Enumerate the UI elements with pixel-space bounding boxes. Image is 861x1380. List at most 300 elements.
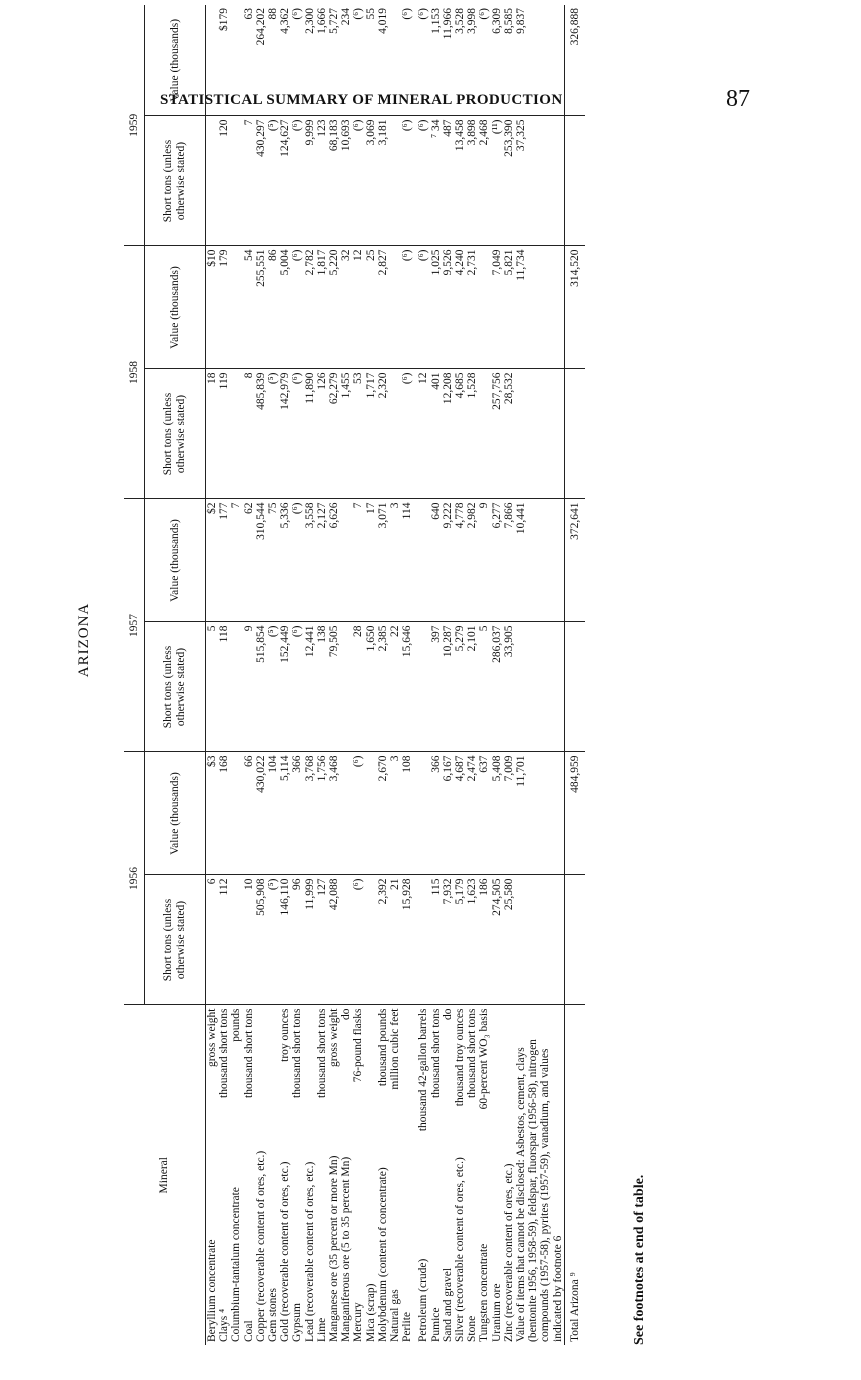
quantity-cell: 25,580 [503,875,515,1005]
value-cell: 177 [218,499,230,622]
quantity-cell: (⁶) [291,116,303,246]
quantity-cell: 13,458 [454,116,466,246]
quantity-cell: 142,979 [279,369,291,499]
quantity-cell: ⁷ 34 [430,116,442,246]
quantity-cell: 115 [430,875,442,1005]
quantity-cell [564,369,585,499]
mineral-name-cell [564,1005,585,1345]
mineral-name-cell [255,1005,267,1345]
running-title: STATISTICAL SUMMARY OF MINERAL PRODUCTION [160,92,563,108]
mineral-name: Gold (recoverable content of ores, etc.) [279,1161,292,1342]
table-row [503,5,515,1345]
quantity-cell: 1,717 [365,369,377,499]
value-cell: 372,641 [564,499,585,622]
value-cell: 9 [478,499,490,622]
footnote-note: See footnotes at end of table. [632,1174,647,1345]
value-cell: 7 [352,499,364,622]
value-cell: (⁶) [417,8,430,20]
value-cell: 2,670 [377,752,389,875]
quantity-cell [515,622,564,752]
value-cell: 1,756 [316,752,328,875]
value-cell: (⁶) [291,246,303,369]
quantity-cell: (⁶) [291,369,303,499]
value-cell: 4,019 [376,8,389,34]
mineral-unit: pounds [230,1008,243,1042]
quantity-cell: 7 [243,116,255,246]
table-row [304,5,316,1345]
mineral-name: Gem stones [267,1288,280,1342]
value-cell: 62 [243,499,255,622]
quantity-cell: 146,110 [279,875,291,1005]
quantity-cell [365,875,377,1005]
quantity-cell [515,369,564,499]
quantity-cell: 1,455 [340,369,352,499]
mineral-name: Petroleum (crude) [417,1258,430,1342]
value-cell: (⁶) [401,8,414,20]
value-cell: 55 [364,8,377,20]
mineral-name: Silver (recoverable content of ores, etc.) [454,1157,467,1342]
quantity-cell: 42,088 [328,875,340,1005]
value-cell: 4,362 [279,8,292,34]
mineral-name-cell [430,1005,442,1345]
year-header: 1957 [124,499,145,752]
value-cell: 6,309 [490,8,503,34]
value-cell [230,752,242,875]
total-row [564,5,585,1345]
quantity-cell [515,875,564,1005]
value-cell: (⁶) [401,246,413,369]
quantity-cell: 28,532 [503,369,515,499]
value-cell: 1,666 [315,8,328,34]
value-cell: 25 [365,246,377,369]
mineral-name-cell [365,1005,377,1345]
table-row [365,5,377,1345]
quantity-cell: 124,627 [279,116,291,246]
value-cell: 2,300 [303,8,316,34]
value-cell: (⁶) [478,8,491,20]
value-cell: 75 [267,499,279,622]
mineral-name: Sand and gravel [441,1267,454,1342]
quantity-cell [230,116,242,246]
quantity-cell: 10 [243,875,255,1005]
mineral-name: Total Arizona ⁹ [568,1272,581,1342]
value-cell: 2,474 [466,752,478,875]
table-row [316,5,328,1345]
quantity-cell: 5 [478,622,490,752]
value-cell: 3 [389,752,401,875]
table-row [454,5,466,1345]
year-header: 1958 [124,246,145,499]
value-cell: 108 [401,752,413,875]
mineral-unit: million cubic feet [389,1008,402,1090]
quantity-cell: 10,693 [340,116,352,246]
table-row [267,5,279,1345]
mineral-name-cell [491,1005,503,1345]
quantity-cell: (⁵) [267,875,279,1005]
quantity-cell [564,116,585,246]
quantity-cell [478,369,490,499]
mineral-unit: thousand short tons [218,1008,231,1098]
state-title: ARIZONA [76,602,92,678]
value-cell [340,499,352,622]
quantity-cell: 119 [218,369,230,499]
mineral-name-cell [377,1005,389,1345]
table-row [255,5,267,1345]
mineral-name: Coal [242,1320,255,1342]
value-cell: 3,998 [466,8,479,34]
table-row [328,5,340,1345]
value-cell [478,246,490,369]
value-cell: 9,837 [515,8,528,34]
mineral-name: Molybdenum (content of concentrate) [376,1167,389,1342]
value-cell: 9,222 [442,499,454,622]
quantity-cell [340,875,352,1005]
value-cell: 366 [430,752,442,875]
mineral-name-cell [267,1005,279,1345]
quantity-header: Short tons (unless otherwise stated) [145,622,206,752]
value-cell: 66 [243,752,255,875]
mineral-name: Mica (scrap) [364,1283,377,1342]
quantity-cell: 2,385 [377,622,389,752]
value-cell: 255,551 [255,246,267,369]
quantity-cell [564,622,585,752]
value-cell: $2 [206,499,219,622]
quantity-cell: (⁶) [352,116,364,246]
quantity-cell: 11,890 [304,369,316,499]
mineral-name-cell [466,1005,478,1345]
value-cell: 5,821 [503,246,515,369]
value-cell: 168 [218,752,230,875]
value-cell: 326,888 [564,5,585,116]
quantity-cell: 11,999 [304,875,316,1005]
table-row [401,5,413,1345]
page-number: 87 [726,86,750,112]
value-cell: 4,240 [454,246,466,369]
quantity-cell: 112 [218,875,230,1005]
mineral-unit: 60-percent WO₃ basis [478,1008,491,1110]
value-cell: 1,025 [430,246,442,369]
quantity-cell: 1,650 [365,622,377,752]
quantity-cell: 253,390 [503,116,515,246]
quantity-cell: 401 [430,369,442,499]
table-row [218,5,230,1345]
quantity-cell: 120 [218,116,230,246]
table-row [491,5,503,1345]
quantity-cell: 12,441 [304,622,316,752]
quantity-cell: 15,646 [401,622,413,752]
value-cell: 366 [291,752,303,875]
value-cell: 11,701 [515,752,564,875]
table-row [340,5,352,1345]
quantity-cell [389,369,401,499]
value-cell: 179 [218,246,230,369]
quantity-cell: 138 [316,622,328,752]
table-row [478,5,490,1345]
quantity-cell: 1,623 [466,875,478,1005]
mineral-name-cell [316,1005,328,1345]
quantity-cell: 7,932 [442,875,454,1005]
table-row [243,5,255,1345]
value-cell: 8,585 [502,8,515,34]
quantity-cell: 2,101 [466,622,478,752]
mineral-unit: troy ounces [279,1008,292,1062]
mineral-name: Columbium-tantalum concentrate [230,1187,243,1342]
mineral-name: Tungsten concentrate [478,1243,491,1342]
mineral-name: Uranium ore [490,1283,503,1342]
value-cell: $10 [206,246,219,369]
value-cell: 5,114 [279,752,291,875]
mineral-unit: thousand short tons [429,1008,442,1098]
quantity-cell: 68,183 [328,116,340,246]
quantity-cell: (⁵) [267,116,279,246]
value-cell [417,499,429,622]
quantity-cell [417,875,429,1005]
value-cell: 5,220 [328,246,340,369]
value-cell: 1,817 [316,246,328,369]
value-cell [417,752,429,875]
value-cell: 2,982 [466,499,478,622]
table-row [206,5,219,1345]
table-row [377,5,389,1345]
mineral-unit: thousand short tons [466,1008,479,1098]
quantity-cell: 485,839 [255,369,267,499]
table-row [230,5,242,1345]
mineral-name: Mercury [352,1302,365,1342]
mineral-name-cell [503,1005,515,1345]
mineral-name-cell [515,1005,564,1345]
quantity-header: Short tons (unless otherwise stated) [145,369,206,499]
mineral-unit: thousand short tons [291,1008,304,1098]
quantity-cell: 487 [442,116,454,246]
quantity-cell: 3,069 [365,116,377,246]
quantity-cell: 257,756 [491,369,503,499]
quantity-cell: 127 [316,875,328,1005]
quantity-cell: 12 [417,369,429,499]
mineral-name-cell [328,1005,340,1345]
value-cell [389,246,401,369]
mineral-name: Natural gas [389,1289,402,1342]
value-cell: 2,127 [316,499,328,622]
quantity-cell [206,116,219,246]
mineral-name-cell [454,1005,466,1345]
value-cell: 264,202 [254,8,267,46]
value-cell: 7,009 [503,752,515,875]
table-row [430,5,442,1345]
mineral-name: Manganese ore (35 percent or more Mn) [328,1155,341,1342]
value-cell: 3,768 [304,752,316,875]
value-cell: 234 [340,8,353,26]
mineral-name-cell [442,1005,454,1345]
value-cell: (⁶) [291,8,304,20]
value-header: Value (thousands) [145,499,206,622]
mineral-column-header: Mineral [124,1005,206,1345]
quantity-cell: 21 [389,875,401,1005]
value-cell: 637 [478,752,490,875]
value-cell: 3,558 [304,499,316,622]
rotated-table-block [76,0,647,1345]
mineral-name-cell [230,1005,242,1345]
value-cell: 54 [243,246,255,369]
quantity-cell: 274,505 [491,875,503,1005]
quantity-cell: 3,181 [377,116,389,246]
value-cell: 5,336 [279,499,291,622]
quantity-cell: (⁶) [291,622,303,752]
mineral-name: Value of items that cannot be disclosed: Asbestos, cement, clays (bentonite 1956, 1958-59), feldspar, fluorspar (1956-58), nitrogen compounds (1957-58), pyrites (1957-59), vanadium, and values indicated by footnote 6 [515,1039,564,1342]
mineral-name-cell [340,1005,352,1345]
mineral-unit: thousand pounds [376,1008,389,1087]
quantity-cell: 186 [478,875,490,1005]
mineral-name: Lime [315,1317,328,1342]
value-cell [230,246,242,369]
value-cell: 484,959 [564,752,585,875]
value-header: Value (thousands) [145,246,206,369]
table-body [206,5,586,1345]
value-cell: 640 [430,499,442,622]
mineral-name-cell [291,1005,303,1345]
quantity-cell: 1,528 [466,369,478,499]
quantity-cell: 505,908 [255,875,267,1005]
value-cell: 88 [267,8,280,20]
year-header: 1959 [124,5,145,246]
quantity-cell: 28 [352,622,364,752]
value-cell: 63 [242,8,255,20]
value-cell [206,5,219,116]
mineral-name-cell [279,1005,291,1345]
quantity-cell: 4,685 [454,369,466,499]
value-cell: 7 [230,499,242,622]
quantity-cell: 12,208 [442,369,454,499]
mineral-name-cell [243,1005,255,1345]
quantity-cell: 3,898 [466,116,478,246]
quantity-cell: 430,297 [255,116,267,246]
value-cell: (⁶) [291,499,303,622]
quantity-header: Short tons (unless otherwise stated) [145,875,206,1005]
quantity-cell: 53 [352,369,364,499]
quantity-cell: 152,449 [279,622,291,752]
mineral-unit: thousand short tons [242,1008,255,1098]
value-cell: 310,544 [255,499,267,622]
value-cell [389,5,401,116]
quantity-cell: 5,179 [454,875,466,1005]
value-cell: 4,687 [454,752,466,875]
value-cell: 104 [267,752,279,875]
value-cell: $179 [218,8,231,31]
mineral-name: Gypsum [291,1303,304,1342]
mineral-unit: thousand 42-gallon barrels [417,1008,430,1132]
mineral-unit: 76-pound flasks [352,1008,365,1083]
value-cell: (⁶) [417,246,429,369]
table-row [279,5,291,1345]
quantity-cell [230,875,242,1005]
mineral-name: Stone [466,1315,479,1342]
mineral-unit: gross weight [206,1008,218,1067]
quantity-cell [389,116,401,246]
quantity-cell: 15,928 [401,875,413,1005]
quantity-cell: 397 [430,622,442,752]
quantity-cell: (⁵) [267,369,279,499]
quantity-cell: 126 [316,369,328,499]
quantity-cell: 10,287 [442,622,454,752]
quantity-cell: 2,392 [377,875,389,1005]
value-cell: (⁶) [352,752,364,875]
mineral-unit: do [340,1008,353,1020]
value-cell: 114 [401,499,413,622]
value-cell: 3,528 [454,8,467,34]
quantity-cell: 9,999 [304,116,316,246]
quantity-header: Short tons (unless otherwise stated) [145,116,206,246]
value-cell: 314,520 [564,246,585,369]
quantity-cell: 18 [206,369,219,499]
quantity-cell: 2,320 [377,369,389,499]
quantity-cell: (⁶) [401,116,413,246]
quantity-cell: (⁶) [352,875,364,1005]
table-row [352,5,364,1345]
value-cell: 17 [365,499,377,622]
quantity-cell: 123 [316,116,328,246]
quantity-cell [230,369,242,499]
mineral-name-cell [304,1005,316,1345]
value-cell: 430,022 [255,752,267,875]
mineral-unit: thousand short tons [315,1008,328,1098]
value-cell: 4,778 [454,499,466,622]
value-cell [230,5,242,116]
mineral-name-cell [478,1005,490,1345]
value-cell: 3 [389,499,401,622]
value-cell: 2,782 [304,246,316,369]
value-cell: (⁶) [352,8,365,20]
value-cell: 32 [340,246,352,369]
value-cell: 1,153 [429,8,442,34]
quantity-cell: 118 [218,622,230,752]
mineral-name: Clays ⁴ [218,1308,231,1342]
value-cell: 7,866 [503,499,515,622]
quantity-cell: 8 [243,369,255,499]
quantity-cell: (⁵) [267,622,279,752]
quantity-cell: 9 [243,622,255,752]
mineral-name-cell [206,1005,219,1345]
value-cell: 12 [352,246,364,369]
mineral-name-cell [218,1005,230,1345]
mineral-unit: do [441,1008,454,1020]
quantity-cell: 33,905 [503,622,515,752]
value-cell: 5,004 [279,246,291,369]
mineral-name: Beryllium concentrate [206,1239,218,1342]
undisclosed-row [515,5,564,1345]
mineral-unit: gross weight [328,1008,341,1067]
mineral-name-cell [401,1005,413,1345]
quantity-cell: 37,325 [515,116,564,246]
table-row [291,5,303,1345]
quantity-cell: 62,279 [328,369,340,499]
quantity-cell: 5 [206,622,219,752]
quantity-cell [340,622,352,752]
value-cell: 9,526 [442,246,454,369]
mineral-name-cell [352,1005,364,1345]
value-cell: 7,049 [491,246,503,369]
mineral-name: Lead (recoverable content of ores, etc.) [303,1161,316,1342]
value-header: Value (thousands) [145,5,206,116]
value-cell: 5,727 [328,8,341,34]
quantity-cell: 22 [389,622,401,752]
value-cell: 11,966 [441,8,454,40]
value-cell: 86 [267,246,279,369]
mineral-name: Pumice [429,1307,442,1342]
quantity-cell [417,622,429,752]
value-cell: 3,468 [328,752,340,875]
table-row [417,5,429,1345]
value-cell: 2,827 [377,246,389,369]
mineral-name: Perlite [401,1311,414,1342]
